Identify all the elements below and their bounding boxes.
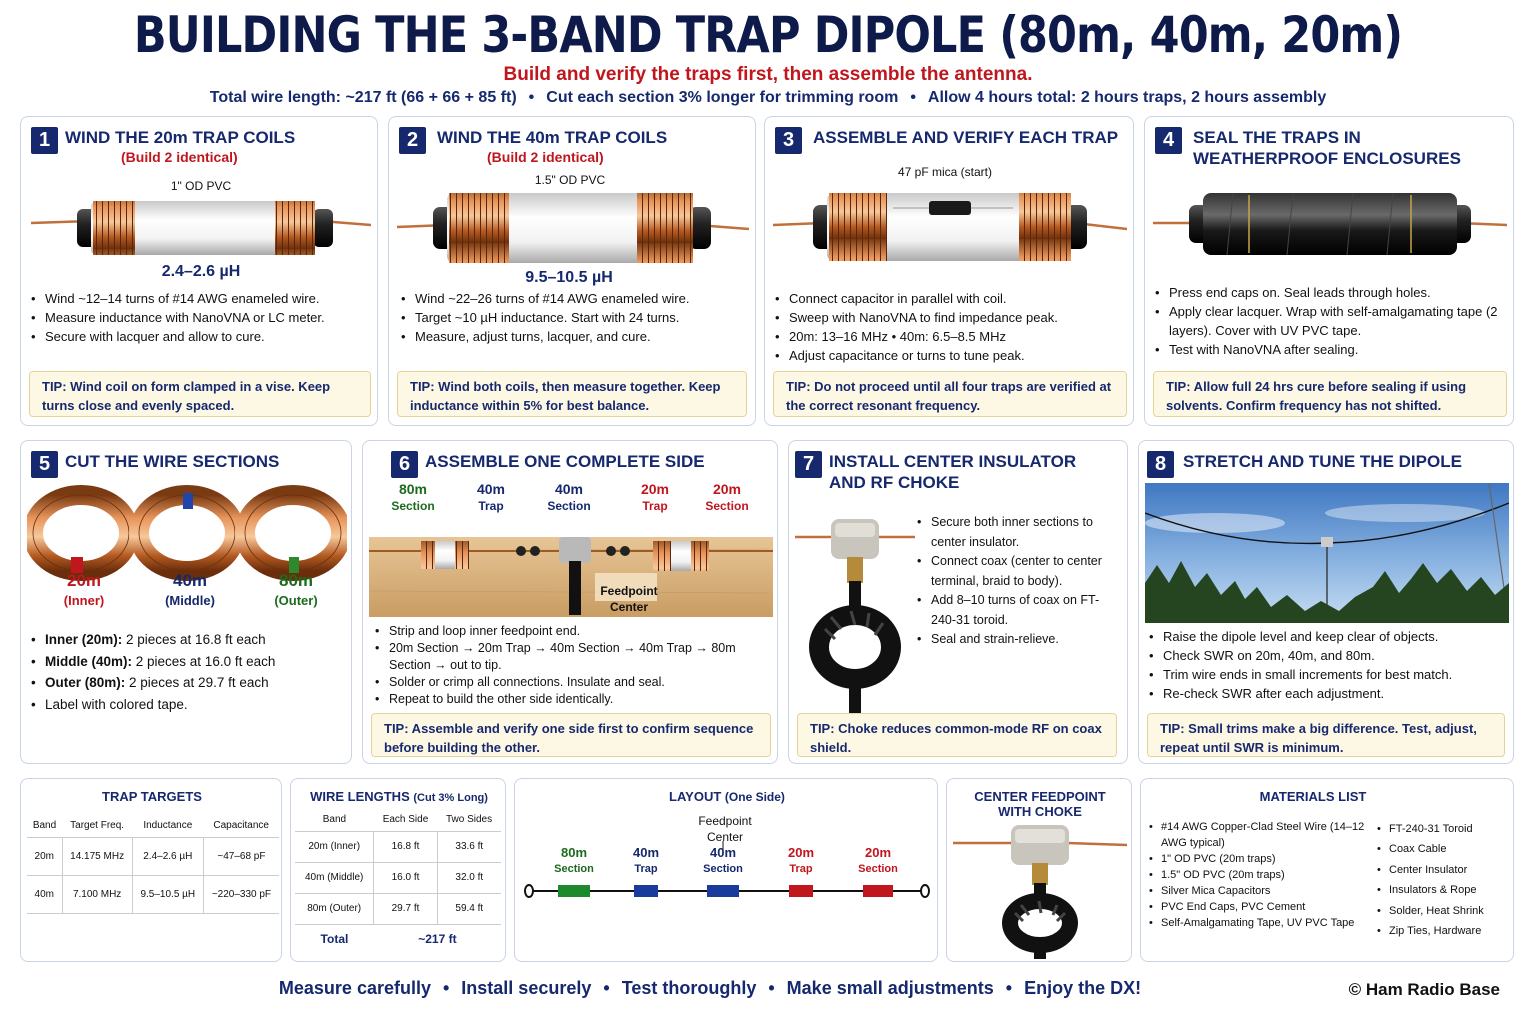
step-5-panel [20, 440, 352, 764]
step-1-bullets [31, 289, 371, 346]
materials-list-left [1149, 819, 1377, 931]
center-feedpoint-image [953, 821, 1127, 959]
wire-lengths-table [295, 809, 501, 954]
20m-trap-coil-image [31, 189, 371, 269]
layout-label-type: Trap [789, 863, 813, 875]
table-cell: 33.6 ft [455, 841, 484, 852]
list-item: • Wind ~12–14 turns of #14 AWG enameled wire. [31, 289, 371, 308]
wire-lengths-title-note: (Cut 3% Long) [413, 792, 488, 804]
list-item: • Wind ~22–26 turns of #14 AWG enameled wire. [401, 289, 751, 308]
list-item: • Secure both inner sections to center insulator. [917, 513, 1122, 552]
step-8-tip: TIP: Small trims make a big difference. Test, adjust, repeat until SWR is minimum. [1147, 713, 1505, 757]
step-4-panel [1144, 116, 1514, 426]
step-5-title: CUT THE WIRE SECTIONS [65, 452, 280, 471]
materials-item: • Coax Cable [1377, 839, 1511, 859]
step-2-inductance: 9.5–10.5 µH [525, 269, 613, 286]
list-item: • Secure with lacquer and allow to cure. [31, 327, 371, 346]
info-time: Allow 4 hours total: 2 hours traps, 2 hours assembly [927, 89, 1327, 106]
info-line: Total wire length: ~217 ft (66 + 66 + 85 ft) • Cut each section 3% longer for trimming room • Allow 4 hours total: 2 hours traps, 2 hours assembly [209, 89, 1327, 106]
table-cell: 16.0 ft [374, 862, 437, 893]
table-total-row [295, 924, 501, 954]
section-label-type: Section [705, 499, 749, 513]
materials-list-right [1377, 819, 1511, 941]
list-item: • Re-check SWR after each adjustment. [1149, 684, 1509, 703]
materials-item: • Zip Ties, Hardware [1377, 921, 1511, 941]
trap-targets-title: TRAP TARGETS [102, 789, 202, 804]
step-7-number: 7 [795, 451, 822, 478]
coil-position-label: (Outer) [274, 593, 318, 608]
assembled-trap-image [773, 179, 1127, 271]
list-item: • Measure, adjust turns, lacquer, and cure. [401, 327, 751, 346]
list-item: • Sweep with NanoVNA to find impedance peak. [775, 308, 1129, 327]
step-2-bullets [401, 289, 751, 346]
materials-item: • 1.5" OD PVC (20m traps) [1149, 867, 1377, 883]
step-6-number: 6 [391, 451, 418, 478]
list-item: • Raise the dipole level and keep clear of objects. [1149, 627, 1509, 646]
list-item: • Strip and loop inner feedpoint end. [375, 623, 755, 640]
materials-item: • Self-Amalgamating Tape, UV PVC Tape [1149, 915, 1377, 931]
step-2-panel [388, 116, 756, 426]
table-total-value: ~217 ft [418, 932, 457, 947]
table-cell: 20m [27, 837, 62, 875]
step-6-bullets [375, 623, 755, 708]
section-label-band: 80m [398, 481, 428, 497]
step-8-number: 8 [1147, 451, 1174, 478]
list-item: • 20m Section → 20m Trap → 40m Section → 40m Trap → 80m Section → out to tip. [375, 640, 755, 674]
layout-label-type: Section [554, 863, 594, 875]
section-label-band: 20m [712, 481, 742, 497]
list-item-label: Outer (80m): [45, 675, 126, 690]
center-feedpoint-title: CENTER FEEDPOINT WITH CHOKE [974, 789, 1106, 819]
center-feedpoint-panel [946, 778, 1132, 962]
section-label-type: Trap [478, 499, 504, 513]
step-3-bullets [775, 289, 1129, 365]
table-header-cell: Inductance [143, 820, 193, 832]
step-7-panel [788, 440, 1128, 764]
step-7-title: INSTALL CENTER INSULATOR AND RF CHOKE [829, 452, 1077, 492]
assembled-side-image [369, 531, 773, 617]
trap-targets-table [27, 815, 279, 914]
layout-title-note: (One Side) [724, 790, 785, 804]
table-row [295, 893, 501, 924]
table-cell: 29.7 ft [374, 893, 437, 924]
step-1-number: 1 [31, 127, 58, 154]
step-8-panel [1138, 440, 1514, 764]
step-1-title: WIND THE 20m TRAP COILS [65, 128, 296, 147]
wire-coils-image [27, 485, 347, 581]
step-6-panel [362, 440, 778, 764]
list-item-text: 2 pieces at 29.7 ft each [125, 675, 269, 690]
table-total-label: Total [320, 932, 349, 947]
section-label-band: 40m [476, 481, 506, 497]
list-item [31, 672, 347, 694]
table-row [295, 831, 501, 862]
list-item: • Seal and strain-relieve. [917, 630, 1122, 650]
40m-trap-coil-image [397, 183, 749, 273]
section-label-type: Trap [642, 499, 668, 513]
table-cell: 14.175 MHz [62, 837, 132, 875]
wire-lengths-panel [290, 778, 506, 962]
table-header-cell: Two Sides [445, 814, 493, 826]
materials-panel [1140, 778, 1514, 962]
table-cell: 16.8 ft [374, 831, 437, 862]
materials-item: • FT-240-31 Toroid [1377, 819, 1511, 839]
step-2-title: WIND THE 40m TRAP COILS [437, 128, 668, 147]
table-cell: 7.100 MHz [62, 875, 132, 913]
list-item-text: Label with colored tape. [45, 696, 188, 712]
step-2-tip: TIP: Wind both coils, then measure together. Keep inductance within 5% for best balance. [397, 371, 747, 417]
table-header-cell: Band [32, 820, 57, 832]
trap-targets-panel [20, 778, 282, 962]
step-6-tip: TIP: Assemble and verify one side first to confirm sequence before building the other. [371, 713, 771, 757]
footer-slogan: Measure carefully [278, 978, 431, 998]
layout-feedpoint-label: Feedpoint [698, 814, 752, 828]
table-cell: 80m (Outer) [295, 893, 374, 924]
list-item: • Measure inductance with NanoVNA or LC meter. [31, 308, 371, 327]
step-2-number: 2 [399, 127, 426, 154]
table-header-row [295, 809, 501, 831]
table-header-cell: Each Side [382, 814, 429, 826]
layout-title-text: LAYOUT [669, 789, 722, 804]
footer-separator: • [768, 978, 775, 998]
step-1-form-label: 1" OD PVC [170, 179, 232, 193]
step-3-capacitor-label: 47 pF mica (start) [897, 165, 993, 179]
table-header-cell: Capacitance [213, 820, 269, 832]
table-cell: 20m (Inner) [295, 831, 374, 862]
list-item: • Add 8–10 turns of coax on FT-240-31 toroid. [917, 591, 1122, 630]
layout-block [707, 885, 739, 897]
table-cell: 59.4 ft [455, 903, 484, 914]
coil-position-label: (Inner) [63, 593, 105, 608]
materials-item: • Center Insulator [1377, 860, 1511, 880]
materials-item: • #14 AWG Copper-Clad Steel Wire (14–12 AWG typical) [1149, 819, 1377, 851]
step-5-number: 5 [31, 451, 58, 478]
footer-separator: • [442, 978, 450, 998]
copyright: © Ham Radio Base [1348, 980, 1500, 999]
list-item: • Connect coax (center to center terminal, braid to body). [917, 552, 1122, 591]
step-7-bullets [917, 513, 1122, 650]
coil-band-label: 80m [278, 571, 314, 590]
layout-block [863, 885, 893, 897]
section-label-type: Section [391, 499, 435, 513]
layout-label-band: 20m [864, 845, 892, 860]
layout-label-type: Trap [634, 863, 658, 875]
layout-block [558, 885, 590, 897]
step-6-feedpoint-label: Feedpoint [600, 584, 658, 598]
footer-slogan: Test thoroughly [621, 978, 757, 998]
section-label-band: 40m [554, 481, 584, 497]
step-3-tip: TIP: Do not proceed until all four traps are verified at the correct resonant frequency. [773, 371, 1127, 417]
materials-item: • Solder, Heat Shrink [1377, 901, 1511, 921]
layout-diagram [515, 839, 939, 909]
layout-label-type: Section [703, 863, 743, 875]
table-row [27, 875, 279, 913]
list-item: • Trim wire ends in small increments for best match. [1149, 665, 1509, 684]
list-item: • Solder or crimp all connections. Insulate and seal. [375, 674, 755, 691]
step-6-title: ASSEMBLE ONE COMPLETE SIDE [425, 452, 705, 471]
section-label-band: 20m [640, 481, 670, 497]
materials-item: • Insulators & Rope [1377, 880, 1511, 900]
page-title: BUILDING THE 3-BAND TRAP DIPOLE (80m, 40m, 20m) [133, 6, 1403, 64]
step-3-title: ASSEMBLE AND VERIFY EACH TRAP [813, 128, 1119, 147]
footer-slogan: Install securely [461, 978, 592, 998]
layout-label-band: 20m [787, 845, 815, 860]
list-item-text: 2 pieces at 16.8 ft each [122, 632, 266, 647]
step-4-bullets [1155, 283, 1509, 359]
layout-title [515, 789, 939, 804]
step-1-panel [20, 116, 378, 426]
footer-separator: • [603, 978, 610, 998]
step-1-inductance: 2.4–2.6 µH [161, 263, 241, 280]
coil-position-label: (Middle) [165, 593, 215, 608]
step-2-subtitle: (Build 2 identical) [487, 149, 604, 165]
list-item [31, 651, 347, 673]
table-cell: 2.4–2.6 µH [132, 837, 203, 875]
info-cut-longer: Cut each section 3% longer for trimming room [546, 89, 899, 106]
step-5-bullets [31, 629, 347, 715]
step-2-form-label: 1.5" OD PVC [534, 173, 606, 187]
list-item-label: Middle (40m): [45, 653, 133, 669]
footer-slogan: Enjoy the DX! [1024, 978, 1142, 998]
step-6-center-label: Center [609, 600, 648, 614]
step-8-title: STRETCH AND TUNE THE DIPOLE [1183, 452, 1462, 471]
wire-lengths-title [291, 789, 507, 804]
table-cell: 40m (Middle) [295, 862, 374, 893]
table-header-row [27, 815, 279, 837]
list-item: • Check SWR on 20m, 40m, and 80m. [1149, 646, 1509, 665]
list-item-text: 2 pieces at 16.0 ft each [132, 653, 276, 669]
coil-band-label: 40m [172, 571, 208, 590]
list-item: • Test with NanoVNA after sealing. [1155, 340, 1509, 359]
dipole-in-trees-image [1145, 483, 1509, 623]
center-insulator-choke-image [795, 507, 915, 747]
list-item [31, 694, 347, 716]
layout-panel [514, 778, 938, 962]
materials-item: • PVC End Caps, PVC Cement [1149, 899, 1377, 915]
materials-item: • 1" OD PVC (20m traps) [1149, 851, 1377, 867]
list-item: • Press end caps on. Seal leads through holes. [1155, 283, 1509, 302]
step-4-tip: TIP: Allow full 24 hrs cure before sealing if using solvents. Confirm frequency has not shifted. [1153, 371, 1507, 417]
materials-item: • Silver Mica Capacitors [1149, 883, 1377, 899]
footer-separator: • [1005, 978, 1013, 998]
table-cell: ~220–330 pF [211, 888, 272, 900]
table-header-cell: Band [322, 814, 347, 826]
table-row [295, 862, 501, 893]
table-header-cell: Target Freq. [70, 820, 125, 832]
step-7-tip: TIP: Choke reduces common-mode RF on coax shield. [797, 713, 1117, 757]
step-3-panel [764, 116, 1134, 426]
layout-center-label: Center [706, 830, 744, 844]
table-cell: 32.0 ft [455, 872, 484, 883]
step-3-number: 3 [775, 127, 802, 154]
step-1-subtitle: (Build 2 identical) [121, 149, 238, 165]
step-4-number: 4 [1155, 127, 1182, 154]
footer-slogan: Make small adjustments [786, 978, 994, 998]
list-item: • Apply clear lacquer. Wrap with self-amalgamating tape (2 layers). Cover with UV PVC tape. [1155, 302, 1509, 340]
list-item: • Target ~10 µH inductance. Start with 24 turns. [401, 308, 751, 327]
layout-block [789, 885, 813, 897]
table-cell: ~47–68 pF [217, 850, 266, 862]
sealed-trap-image [1153, 185, 1507, 265]
step-1-tip: TIP: Wind coil on form clamped in a vise. Keep turns close and evenly spaced. [29, 371, 371, 417]
layout-end-insulator-right [921, 885, 929, 897]
materials-title: MATERIALS LIST [1259, 789, 1367, 804]
list-item: • 20m: 13–16 MHz • 40m: 6.5–8.5 MHz [775, 327, 1129, 346]
step-8-bullets [1149, 627, 1509, 703]
wire-lengths-title-text: WIRE LENGTHS [310, 789, 410, 804]
layout-block [634, 885, 658, 897]
footer-slogans [0, 978, 1420, 999]
layout-label-band: 80m [560, 845, 588, 860]
info-total-wire: Total wire length: ~217 ft (66 + 66 + 85 ft) [209, 89, 517, 106]
step-4-title: SEAL THE TRAPS IN WEATHERPROOF ENCLOSURES [1193, 128, 1461, 168]
list-item: • Connect capacitor in parallel with coil. [775, 289, 1129, 308]
list-item: • Repeat to build the other side identically. [375, 691, 755, 708]
layout-label-type: Section [858, 863, 898, 875]
coil-band-label: 20m [66, 571, 102, 590]
layout-label-band: 40m [709, 845, 737, 860]
layout-label-band: 40m [632, 845, 660, 860]
table-cell: 40m [27, 875, 62, 913]
page-subtitle: Build and verify the traps first, then assemble the antenna. [503, 64, 1033, 85]
table-row [27, 837, 279, 875]
table-cell: 9.5–10.5 µH [132, 875, 203, 913]
list-item-label: Inner (20m): [45, 632, 123, 647]
section-label-type: Section [547, 499, 591, 513]
list-item [31, 629, 347, 651]
layout-end-insulator-left [525, 885, 533, 897]
list-item: • Adjust capacitance or turns to tune peak. [775, 346, 1129, 365]
